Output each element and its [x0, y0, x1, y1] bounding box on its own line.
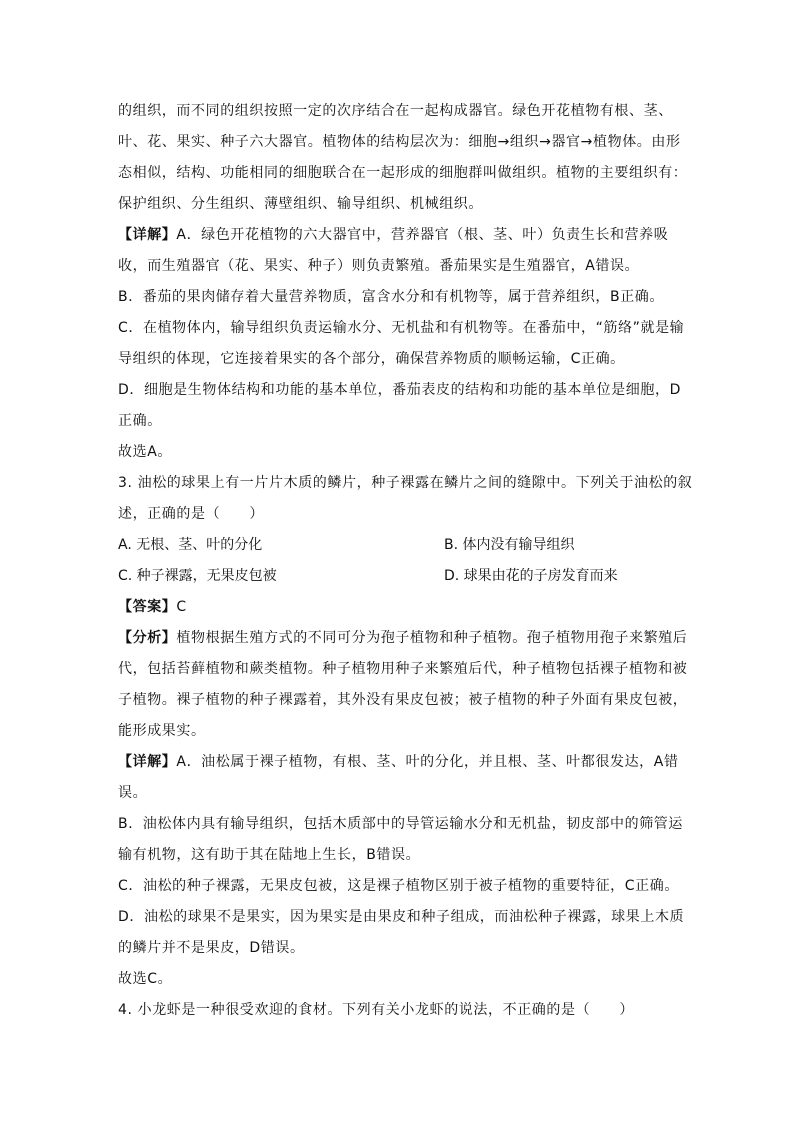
answer-line — [118, 592, 678, 623]
text-line: B．油松体内具有输导组织，包括木质部中的导管运输水分和无机盐，韧皮部中的筛管运 — [118, 816, 684, 832]
option-c: C. 种子裸露，无果皮包被 — [118, 568, 277, 584]
detail-text: A．绿色开花植物的六大器官中，营养器官（根、茎、叶）负责生长和营养吸 — [176, 227, 669, 243]
text-line: 正确。 — [118, 413, 162, 429]
question-3-line: 述，正确的是（ ） — [118, 506, 264, 522]
text-line: 故选C。 — [118, 971, 173, 987]
text-line: 态相似，结构、功能相同的细胞联合在一起形成的细胞群叫做组织。植物的主要组织有： — [118, 165, 688, 181]
text-line: 子植物。裸子植物的种子裸露着，其外没有果皮包被；被子植物的种子外面有果皮包被， — [118, 692, 688, 708]
detail-tag: 【详解】 — [118, 227, 177, 243]
question-3-line: 3. 油松的球果上有一片片木质的鳞片，种子裸露在鳞片之间的缝隙中。下列关于油松的叙 — [118, 475, 693, 491]
option-row — [118, 561, 678, 592]
text-line: 的鳞片并不是果皮，D错误。 — [118, 940, 305, 956]
analysis-tag: 【分析】 — [118, 630, 177, 646]
answer-tag: 【答案】 — [118, 599, 177, 615]
text-line: 故选A。 — [118, 444, 172, 460]
option-d: D. 球果由花的子房发育而来 — [444, 568, 618, 584]
text-line: 输有机物，这有助于其在陆地上生长，B错误。 — [118, 847, 421, 863]
text-line: 叶、花、果实、种子六大器官。植物体的结构层次为：细胞→组织→器官→植物体。由形 — [118, 134, 681, 150]
question-4-line: 4. 小龙虾是一种很受欢迎的食材。下列有关小龙虾的说法，不正确的是（ ） — [118, 1002, 635, 1018]
document-page — [118, 96, 693, 1026]
text-line: 的组织，而不同的组织按照一定的次序结合在一起构成器官。绿色开花植物有根、茎、 — [118, 103, 673, 119]
text-line: D．油松的球果不是果实，因为果实是由果皮和种子组成，而油松种子裸露，球果上木质 — [118, 909, 685, 925]
detail-line — [118, 220, 678, 251]
text-line: C．在植物体内，输导组织负责运输水分、无机盐和有机物等。在番茄中，“筋络”就是输 — [118, 320, 685, 336]
detail-tag: 【详解】 — [118, 754, 177, 770]
option-row — [118, 530, 678, 561]
text-line: 保护组织、分生组织、薄壁组织、输导组织、机械组织。 — [118, 196, 483, 212]
text-line: D．细胞是生物体结构和功能的基本单位，番茄表皮的结构和功能的基本单位是细胞，D — [118, 382, 681, 398]
text-line: 能形成果实。 — [118, 723, 206, 739]
answer-value: C — [176, 599, 187, 615]
detail-line — [118, 747, 678, 778]
text-line: B．番茄的果肉储存着大量营养物质，富含水分和有机物等，属于营养组织，B正确。 — [118, 289, 665, 305]
text-line: 导组织的体现，它连接着果实的各个部分，确保营养物质的顺畅运输，C正确。 — [118, 351, 625, 367]
text-line: C．油松的种子裸露，无果皮包被，这是裸子植物区别于被子植物的重要特征，C正确。 — [118, 878, 679, 894]
analysis-text: 植物根据生殖方式的不同可分为孢子植物和种子植物。孢子植物用孢子来繁殖后 — [176, 630, 688, 646]
option-a: A. 无根、茎、叶的分化 — [118, 537, 263, 553]
analysis-line — [118, 623, 688, 654]
detail-text: A．油松属于裸子植物，有根、茎、叶的分化，并且根、茎、叶都很发达，A错 — [176, 754, 679, 770]
text-line: 代，包括苔藓植物和蕨类植物。种子植物用种子来繁殖后代，种子植物包括裸子植物和被 — [118, 661, 688, 677]
text-line: 误。 — [118, 785, 148, 801]
option-b: B. 体内没有输导组织 — [444, 537, 575, 553]
text-line: 收，而生殖器官（花、果实、种子）则负责繁殖。番茄果实是生殖器官，A错误。 — [118, 258, 640, 274]
